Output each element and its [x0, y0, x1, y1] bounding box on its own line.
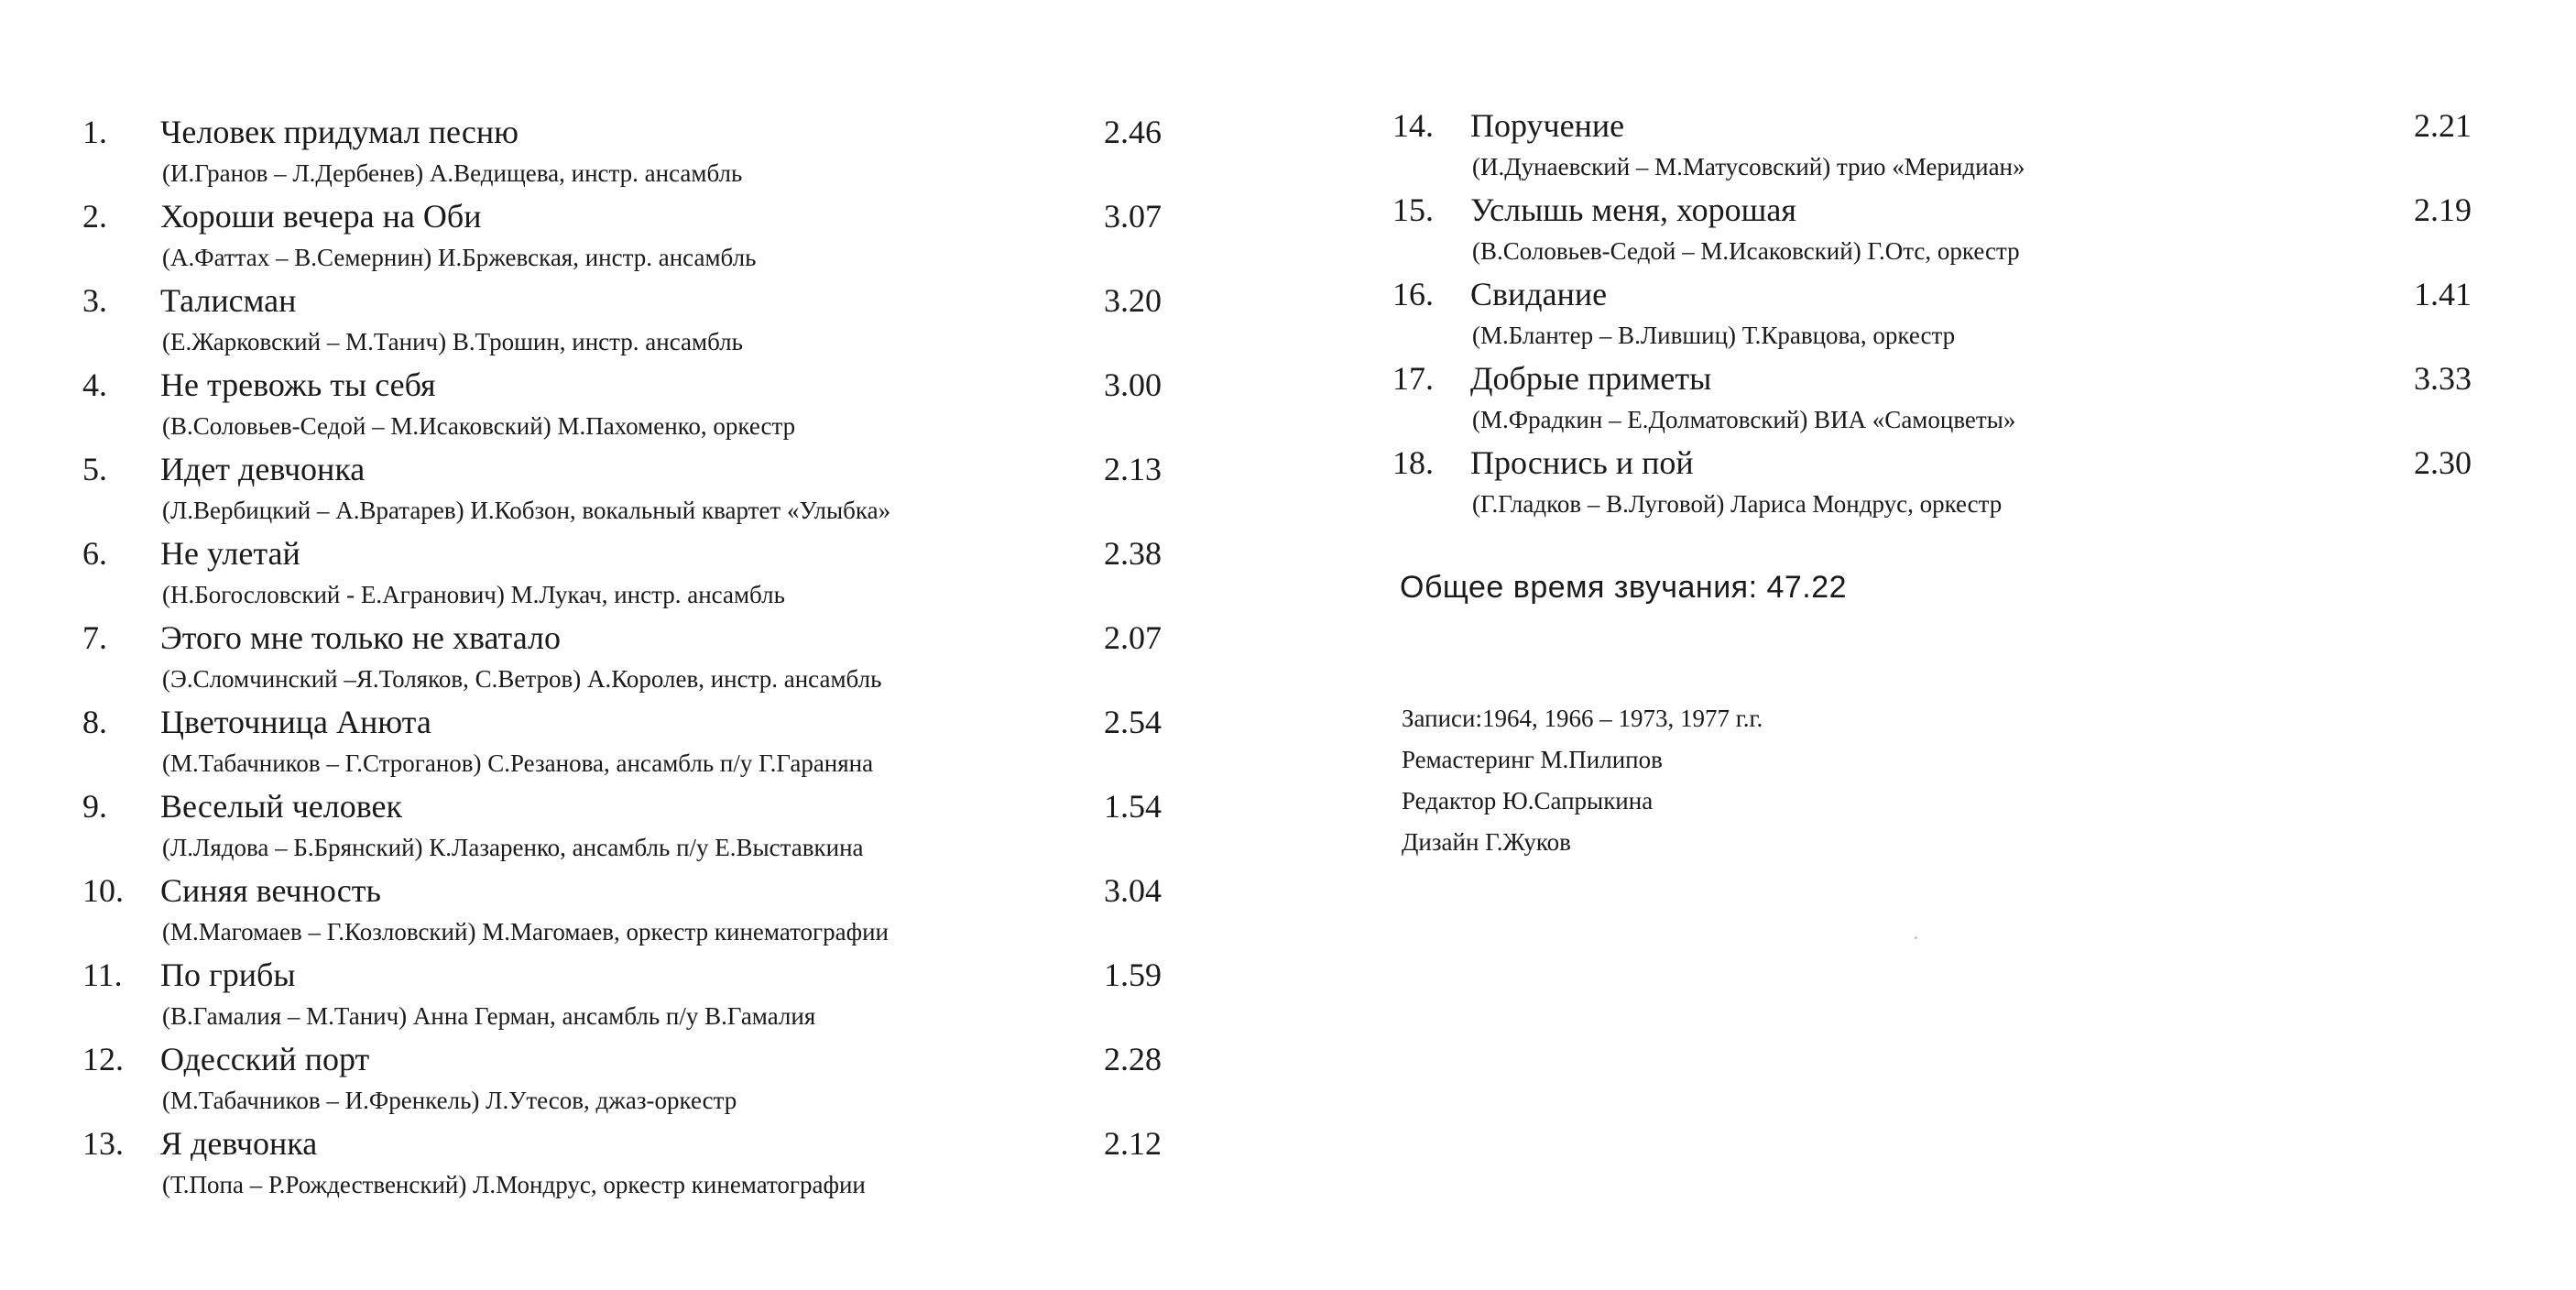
- track-number: 1.: [82, 114, 107, 150]
- track-credits: (Л.Лядова – Б.Брянский) К.Лазаренко, ансамбль п/у Е.Выставкина: [162, 834, 864, 861]
- track-entry: [82, 870, 1182, 955]
- track-credits: (Н.Богословский - Е.Агранович) М.Лукач, инстр. ансамбль: [162, 581, 785, 608]
- track-duration: 3.00: [1104, 366, 1162, 403]
- track-credits: (В.Гамалия – М.Танич) Анна Герман, ансамбль п/у В.Гамалия: [162, 1002, 816, 1030]
- track-duration: 2.28: [1104, 1041, 1162, 1077]
- track-number: 15.: [1392, 191, 1434, 228]
- track-duration: 2.30: [2414, 444, 2472, 481]
- track-title: Идет девчонка: [160, 451, 366, 487]
- track-credits: (Г.Гладков – В.Луговой) Лариса Мондрус, оркестр: [1472, 490, 2003, 518]
- track-number: 3.: [82, 282, 107, 319]
- track-number: 14.: [1392, 107, 1434, 144]
- track-entry: [1392, 274, 2492, 358]
- track-number: 6.: [82, 535, 107, 572]
- track-duration: 2.12: [1104, 1125, 1162, 1162]
- track-duration: 1.59: [1104, 957, 1162, 993]
- track-duration: 3.07: [1104, 198, 1162, 235]
- track-credits: (М.Фрадкин – Е.Долматовский) ВИА «Самоцветы»: [1472, 406, 2016, 433]
- track-entry: [1392, 105, 2492, 190]
- track-duration: 2.13: [1104, 451, 1162, 487]
- track-title: Хороши вечера на Оби: [160, 198, 482, 235]
- track-duration: 2.07: [1104, 619, 1162, 656]
- track-entry: [82, 533, 1182, 618]
- track-number: 18.: [1392, 444, 1434, 481]
- track-number: 7.: [82, 619, 107, 656]
- track-entry: [1392, 358, 2492, 443]
- track-duration: 1.41: [2414, 276, 2472, 312]
- track-number: 11.: [82, 957, 123, 993]
- track-title: Я девчонка: [160, 1125, 318, 1162]
- track-title: Свидание: [1470, 276, 1608, 312]
- track-entry: [82, 449, 1182, 533]
- track-credits: (И.Дунаевский – М.Матусовский) трио «Меридиан»: [1472, 153, 2025, 180]
- track-title: Цветочница Анюта: [160, 704, 431, 740]
- total-playing-time: Общее время звучания: 47.22: [1400, 570, 1848, 605]
- track-credits: (М.Блантер – В.Лившиц) Т.Кравцова, оркестр: [1472, 322, 1956, 349]
- design-credit: Дизайн Г.Жуков: [1402, 828, 1571, 856]
- track-title: Веселый человек: [160, 788, 403, 825]
- track-title: Талисман: [160, 282, 297, 319]
- track-entry: [82, 196, 1182, 280]
- track-entry: [82, 365, 1182, 449]
- track-number: 2.: [82, 198, 107, 235]
- track-number: 4.: [82, 366, 107, 403]
- track-entry: [82, 955, 1182, 1039]
- track-number: 12.: [82, 1041, 124, 1077]
- recordings-years: Записи:1964, 1966 – 1973, 1977 г.г.: [1402, 705, 1763, 732]
- track-entry: [82, 280, 1182, 365]
- production-credits: [1402, 698, 1763, 863]
- track-credits: (Т.Попа – Р.Рождественский) Л.Мондрус, оркестр кинематографии: [162, 1171, 866, 1198]
- track-credits: (А.Фаттах – В.Семернин) И.Бржевская, инстр. ансамбль: [162, 244, 757, 271]
- track-credits: (В.Соловьев-Седой – М.Исаковский) М.Пахоменко, оркестр: [162, 412, 796, 440]
- track-duration: 2.38: [1104, 535, 1162, 572]
- track-title: Не улетай: [160, 535, 300, 572]
- track-number: 10.: [82, 872, 124, 909]
- track-number: 13.: [82, 1125, 124, 1162]
- track-number: 16.: [1392, 276, 1434, 312]
- track-credits: (М.Магомаев – Г.Козловский) М.Магомаев, оркестр кинематографии: [162, 918, 889, 946]
- editor-credit: Редактор Ю.Сапрыкина: [1402, 787, 1654, 814]
- track-title: Этого мне только не хватало: [160, 619, 561, 656]
- track-entry: [1392, 443, 2492, 527]
- track-duration: 3.04: [1104, 872, 1162, 909]
- track-credits: (И.Гранов – Л.Дербенев) А.Ведищева, инстр. ансамбль: [162, 159, 743, 187]
- track-duration: 2.54: [1104, 704, 1162, 740]
- track-title: Не тревожь ты себя: [160, 366, 436, 403]
- track-title: По грибы: [160, 957, 296, 993]
- track-duration: 2.19: [2414, 191, 2472, 228]
- track-title: Одесский порт: [160, 1041, 370, 1077]
- track-number: 17.: [1392, 360, 1434, 397]
- remastering-credit: Ремастеринг М.Пилипов: [1402, 746, 1663, 773]
- track-entry: [82, 1039, 1182, 1123]
- track-title: Человек придумал песню: [160, 114, 519, 150]
- track-entry: [1392, 190, 2492, 274]
- track-duration: 2.46: [1104, 114, 1162, 150]
- track-duration: 3.20: [1104, 282, 1162, 319]
- track-entry: [82, 112, 1182, 196]
- track-title: Проснись и пой: [1470, 444, 1694, 481]
- track-title: Услышь меня, хорошая: [1470, 191, 1796, 228]
- track-entry: [82, 618, 1182, 702]
- track-title: Синяя вечность: [160, 872, 381, 909]
- track-duration: 2.21: [2414, 107, 2472, 144]
- track-number: 5.: [82, 451, 107, 487]
- track-entry: [82, 1123, 1182, 1208]
- scan-speck: [1915, 936, 1917, 939]
- track-credits: (В.Соловьев-Седой – М.Исаковский) Г.Отс, оркестр: [1472, 237, 2020, 265]
- track-credits: (М.Табачников – И.Френкель) Л.Утесов, джаз-оркестр: [162, 1087, 737, 1114]
- track-duration: 3.33: [2414, 360, 2472, 397]
- track-number: 8.: [82, 704, 107, 740]
- track-title: Поручение: [1470, 107, 1625, 144]
- track-entry: [82, 786, 1182, 870]
- track-duration: 1.54: [1104, 788, 1162, 825]
- track-number: 9.: [82, 788, 107, 825]
- track-credits: (Э.Сломчинский –Я.Толяков, С.Ветров) А.Королев, инстр. ансамбль: [162, 665, 882, 693]
- track-credits: (М.Табачников – Г.Строганов) С.Резанова, ансамбль п/у Г.Гараняна: [162, 749, 874, 777]
- track-entry: [82, 702, 1182, 786]
- track-title: Добрые приметы: [1470, 360, 1712, 397]
- track-credits: (Л.Вербицкий – А.Вратарев) И.Кобзон, вокальный квартет «Улыбка»: [162, 497, 891, 524]
- track-credits: (Е.Жарковский – М.Танич) В.Трошин, инстр. ансамбль: [162, 328, 743, 355]
